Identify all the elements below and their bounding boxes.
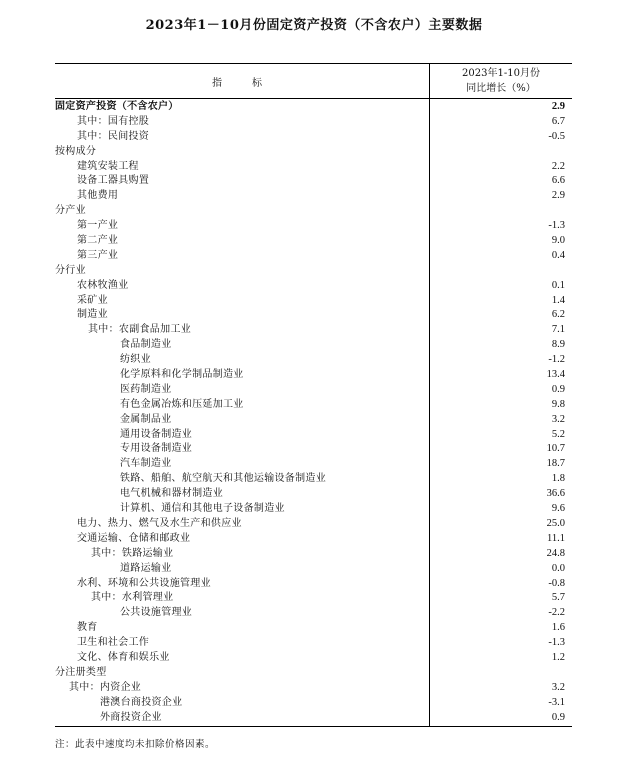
- row-value: 18.7: [546, 458, 565, 470]
- row-value: 6.2: [551, 309, 565, 321]
- row-label: 分注册类型: [55, 666, 107, 678]
- table-row: [55, 353, 572, 368]
- table-row: [55, 398, 572, 413]
- table-row: [55, 651, 572, 666]
- table-row: [55, 145, 572, 160]
- table-row: [55, 294, 572, 309]
- row-value: 9.8: [551, 398, 565, 410]
- row-label: 卫生和社会工作: [77, 637, 150, 649]
- row-label: 建筑安装工程: [77, 160, 139, 172]
- row-value: 0.9: [551, 711, 565, 723]
- page-title: 2023年1－10月份固定资产投资（不含农户）主要数据: [145, 18, 483, 33]
- row-label: 制造业: [77, 309, 108, 321]
- row-label: 其中：铁路运输业: [91, 547, 174, 559]
- row-value: 10.7: [546, 443, 565, 455]
- row-label: 第二产业: [77, 235, 119, 247]
- row-value: -0.8: [548, 577, 565, 589]
- row-value: -1.3: [548, 637, 565, 649]
- table-row: [55, 174, 572, 189]
- table-row: [55, 264, 572, 279]
- row-value: -1.2: [548, 354, 565, 366]
- row-value: 3.2: [551, 681, 565, 693]
- row-value: 1.2: [551, 651, 565, 663]
- row-value: 11.1: [547, 532, 565, 544]
- table-row: [55, 323, 572, 338]
- row-label: 食品制造业: [120, 339, 172, 351]
- row-value: 6.6: [551, 175, 565, 187]
- table-body: [55, 99, 572, 727]
- table-row: [55, 577, 572, 592]
- table-header: [55, 63, 572, 99]
- table-row: [55, 100, 572, 115]
- table-row: [55, 189, 572, 204]
- row-label: 固定资产投资（不含农户）: [55, 101, 179, 112]
- table-row: [55, 711, 572, 726]
- row-label: 水利、环境和公共设施管理业: [77, 577, 211, 589]
- row-label: 交通运输、仓储和邮政业: [77, 532, 191, 544]
- row-value: 7.1: [551, 324, 565, 336]
- row-label: 其他费用: [77, 190, 119, 202]
- row-label: 港澳台商投资企业: [100, 696, 183, 708]
- table-row: [55, 442, 572, 457]
- row-label: 第一产业: [77, 220, 119, 232]
- row-label: 其中：水利管理业: [91, 592, 174, 604]
- row-label: 其中：农副食品加工业: [88, 324, 191, 336]
- row-label: 按构成分: [55, 145, 97, 157]
- row-label: 计算机、通信和其他电子设备制造业: [120, 503, 285, 515]
- row-value: 0.4: [551, 249, 565, 261]
- table-row: [55, 130, 572, 145]
- row-value: 24.8: [546, 547, 565, 559]
- row-label: 化学原料和化学制品制造业: [120, 369, 244, 381]
- row-label: 纺织业: [120, 354, 151, 366]
- row-label: 汽车制造业: [120, 458, 172, 470]
- row-label: 文化、体育和娱乐业: [77, 651, 170, 663]
- table-row: [55, 562, 572, 577]
- row-value: 5.7: [551, 592, 565, 604]
- table-row: [55, 160, 572, 175]
- table-row: [55, 368, 572, 383]
- table-row: [55, 457, 572, 472]
- row-label: 采矿业: [77, 294, 108, 306]
- row-value: 0.0: [551, 562, 565, 574]
- row-label: 外商投资企业: [100, 711, 162, 723]
- row-value: 2.9: [551, 101, 565, 112]
- row-label: 专用设备制造业: [120, 443, 193, 455]
- row-value: 6.7: [551, 115, 565, 127]
- row-value: 0.1: [551, 279, 565, 291]
- row-value: 1.6: [551, 622, 565, 634]
- row-value: 1.8: [551, 473, 565, 485]
- row-label: 其中：内资企业: [69, 681, 142, 693]
- row-value: -2.2: [548, 607, 565, 619]
- table-row: [55, 472, 572, 487]
- table-row: [55, 413, 572, 428]
- row-label: 电力、热力、燃气及水生产和供应业: [77, 517, 242, 529]
- row-value: 3.2: [551, 413, 565, 425]
- table-row: [55, 696, 572, 711]
- row-value: 2.2: [551, 160, 565, 172]
- row-label: 农林牧渔业: [77, 279, 129, 291]
- table-row: [55, 532, 572, 547]
- table-row: [55, 204, 572, 219]
- row-value: -0.5: [548, 130, 565, 142]
- row-label: 金属制品业: [120, 413, 172, 425]
- table-row: [55, 219, 572, 234]
- row-label: 铁路、船舶、航空航天和其他运输设备制造业: [120, 473, 326, 485]
- value-header-line2: 同比增长（%）: [466, 83, 536, 94]
- table-row: [55, 502, 572, 517]
- footnote: 注：此表中速度均未扣除价格因素。: [55, 739, 216, 750]
- table-row: [55, 666, 572, 681]
- row-label: 医药制造业: [120, 383, 172, 395]
- table-row: [55, 115, 572, 130]
- row-label: 教育: [77, 622, 98, 634]
- row-value: 13.4: [546, 369, 565, 381]
- row-label: 设备工器具购置: [77, 175, 150, 187]
- row-value: 1.4: [551, 294, 565, 306]
- table-row: [55, 591, 572, 606]
- row-value: 25.0: [546, 517, 565, 529]
- row-label: 分行业: [55, 264, 86, 276]
- row-value: 5.2: [551, 428, 565, 440]
- row-value: 8.9: [551, 339, 565, 351]
- row-label: 其中：国有控股: [77, 115, 150, 127]
- table-row: [55, 428, 572, 443]
- table-row: [55, 547, 572, 562]
- table-row: [55, 249, 572, 264]
- row-label: 公共设施管理业: [120, 607, 193, 619]
- value-header-line1: 2023年1-10月份: [462, 68, 540, 79]
- row-label: 道路运输业: [120, 562, 172, 574]
- row-label: 第三产业: [77, 249, 119, 261]
- row-value: 9.6: [551, 503, 565, 515]
- row-value: -1.3: [548, 220, 565, 232]
- row-label: 有色金属冶炼和压延加工业: [120, 398, 244, 410]
- table-row: [55, 681, 572, 696]
- row-value: 2.9: [551, 190, 565, 202]
- table-row: [55, 487, 572, 502]
- table-row: [55, 636, 572, 651]
- row-value: 0.9: [551, 383, 565, 395]
- table-row: [55, 279, 572, 294]
- row-value: 36.6: [546, 488, 565, 500]
- row-value: 9.0: [551, 235, 565, 247]
- row-label: 电气机械和器材制造业: [120, 488, 223, 500]
- table-row: [55, 234, 572, 249]
- row-label: 其中：民间投资: [77, 130, 150, 142]
- table-row: [55, 338, 572, 353]
- table-row: [55, 517, 572, 532]
- table-row: [55, 308, 572, 323]
- value-column-header: [430, 66, 572, 96]
- row-label: 通用设备制造业: [120, 428, 193, 440]
- data-table: [55, 63, 572, 727]
- table-row: [55, 383, 572, 398]
- table-row: [55, 606, 572, 621]
- indicator-column-header: 指 标: [55, 64, 430, 98]
- row-value: -3.1: [548, 696, 565, 708]
- table-row: [55, 621, 572, 636]
- row-label: 分产业: [55, 205, 86, 217]
